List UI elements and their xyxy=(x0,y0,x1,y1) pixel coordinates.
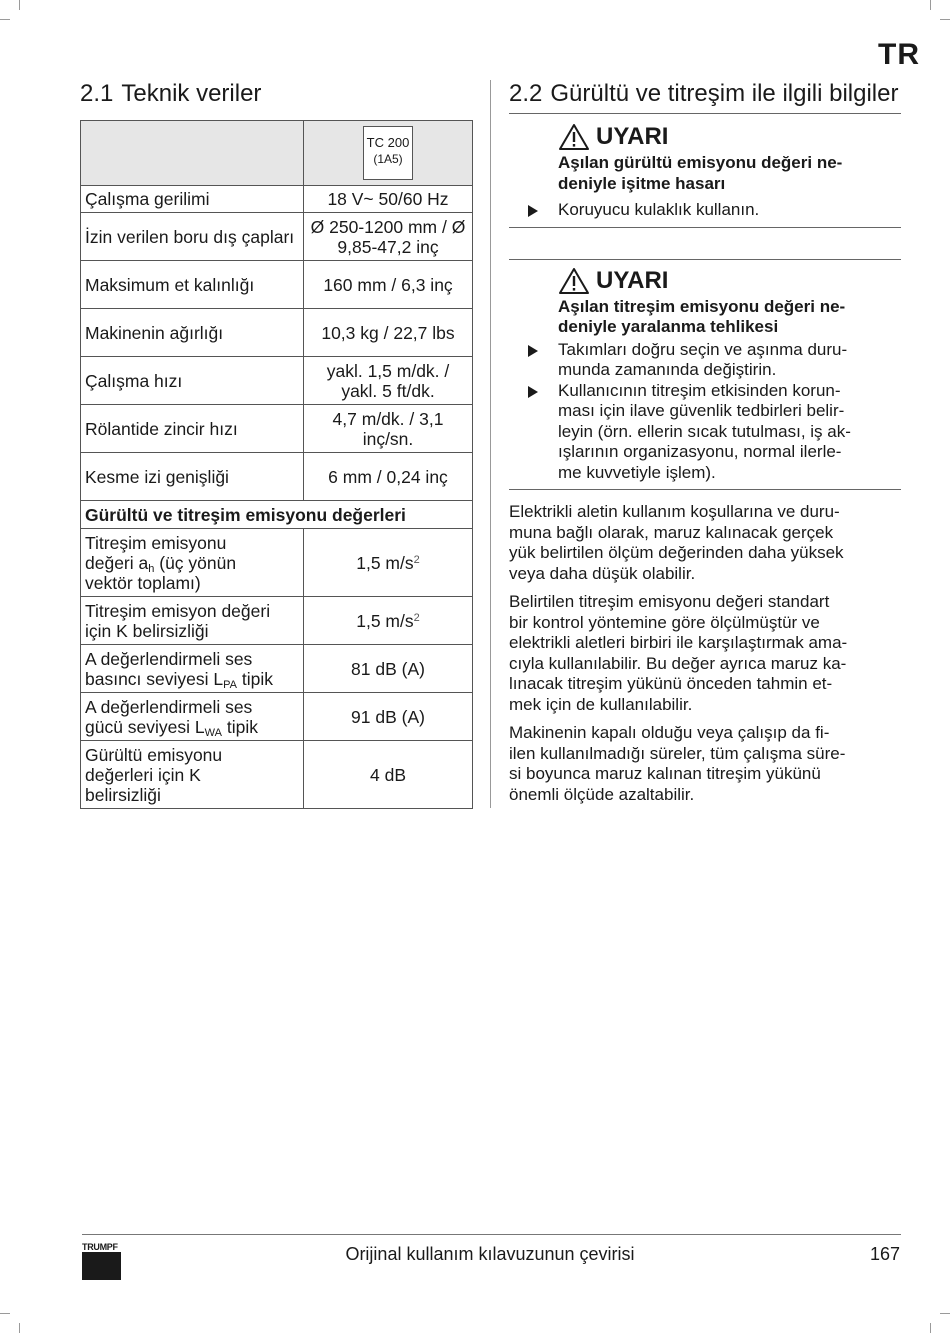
row-value: 10,3 kg / 22,7 lbs xyxy=(304,309,473,357)
row-label: Çalışma gerilimi xyxy=(81,186,304,213)
subtitle-line: deniyle yaralanma tehlikesi xyxy=(558,317,779,336)
technical-data-table xyxy=(80,120,473,809)
row-value xyxy=(304,597,473,645)
crop-mark xyxy=(930,0,931,10)
table-row xyxy=(81,645,473,693)
paragraph-line: cıyla kullanılabilir. Bu değer ayrıca maruz ka- xyxy=(509,653,847,673)
label-line: vektör toplamı) xyxy=(85,572,201,593)
row-value xyxy=(304,529,473,597)
subtitle-line: Aşılan gürültü emisyonu değeri ne- xyxy=(558,153,843,172)
row-label xyxy=(81,645,304,693)
row-label: Rölantide zincir hızı xyxy=(81,405,304,453)
footer-divider xyxy=(82,1234,901,1235)
label-line: A değerlendirmeli ses xyxy=(85,648,253,669)
row-label: Makinenin ağırlığı xyxy=(81,309,304,357)
paragraph-line: veya daha düşük olabilir. xyxy=(509,563,696,583)
paragraph-line: Elektrikli aletin kullanım koşullarına ve duru- xyxy=(509,502,840,521)
column-divider xyxy=(490,80,491,808)
noise-section-heading: Gürültü ve titreşim emisyonu değerleri xyxy=(81,501,473,529)
paragraph-line: önemli ölçüde azaltabilir. xyxy=(509,784,695,804)
warning-subtitle xyxy=(558,153,901,194)
crop-mark xyxy=(940,19,950,20)
crop-mark xyxy=(0,1313,10,1314)
value-text: 1,5 m/s xyxy=(356,610,414,631)
crop-mark xyxy=(0,19,10,20)
list-item xyxy=(509,340,901,381)
table-header-blank xyxy=(81,121,304,186)
noise-vibration-section xyxy=(509,80,901,805)
section-title: Teknik veriler xyxy=(121,80,262,107)
row-value: Ø 250-1200 mm / Ø 9,85-47,2 inç xyxy=(304,213,473,261)
arrow-bullet-icon xyxy=(528,205,538,217)
list-item-text: Koruyucu kulaklık kullanın. xyxy=(558,200,760,219)
row-label xyxy=(81,693,304,741)
paragraph-line: muna bağlı olarak, maruz kalınacak gerçek xyxy=(509,522,834,542)
warning-label: UYARI xyxy=(596,123,669,150)
warning-triangle-icon xyxy=(558,267,590,295)
paragraph xyxy=(509,723,901,805)
table-row xyxy=(81,741,473,809)
label-line: değerleri için K xyxy=(85,764,201,785)
paragraph-line: elektrikli aletleri birbiri ile karşılaştırmak ama- xyxy=(509,633,848,652)
table-row xyxy=(81,309,473,357)
table-row xyxy=(81,357,473,405)
table-header-row xyxy=(81,121,473,186)
list-item xyxy=(509,381,901,484)
model-box xyxy=(363,126,413,180)
warning-actions xyxy=(509,340,901,484)
model-name: TC 200 xyxy=(366,135,410,150)
row-value: 4,7 m/dk. / 3,1 inç/sn. xyxy=(304,405,473,453)
superscript: 2 xyxy=(413,611,420,624)
table-row xyxy=(81,405,473,453)
table-row xyxy=(81,597,473,645)
list-item-text: Kullanıcının titreşim etkisinden korun- xyxy=(558,380,841,400)
model-header-cell xyxy=(304,121,473,186)
label-line: basıncı seviyesi L xyxy=(85,668,224,689)
row-value: 6 mm / 0,24 inç xyxy=(304,453,473,501)
warning-label: UYARI xyxy=(596,266,669,294)
language-tag: TR xyxy=(878,38,920,71)
logo-block xyxy=(82,1252,121,1280)
label-line: Titreşim emisyon değeri xyxy=(85,600,271,621)
paragraph-line: yük belirtilen ölçüm değerinden daha yüksek xyxy=(509,543,844,562)
list-item-text: leyin (örn. ellerin sıcak tutulması, iş ak- xyxy=(558,421,851,441)
section-number: 2.1 xyxy=(80,80,114,107)
section-heading xyxy=(80,80,472,108)
crop-mark xyxy=(19,1323,20,1333)
row-label: İzin verilen boru dış çapları xyxy=(81,213,304,261)
label-line: için K belirsizliği xyxy=(85,620,209,641)
row-label: Maksimum et kalınlığı xyxy=(81,261,304,309)
divider xyxy=(509,113,901,114)
paragraph-line: Makinenin kapalı olduğu veya çalışıp da fi- xyxy=(509,723,830,742)
label-line: belirsizliği xyxy=(85,784,161,805)
row-value: 160 mm / 6,3 inç xyxy=(304,261,473,309)
paragraph-line: si boyunca maruz kalınan titreşim yükünü xyxy=(509,764,821,783)
subtitle-line: deniyle işitme hasarı xyxy=(558,173,726,193)
warning-box-noise xyxy=(509,123,901,194)
table-row xyxy=(81,213,473,261)
list-item xyxy=(509,200,901,221)
label-line: değeri a xyxy=(85,552,149,573)
arrow-bullet-icon xyxy=(528,345,538,357)
subscript: h xyxy=(148,562,155,575)
label-line: gücü seviyesi L xyxy=(85,716,205,737)
page-number: 167 xyxy=(869,1244,900,1264)
row-label xyxy=(81,529,304,597)
label-line: Gürültü emisyonu xyxy=(85,744,223,765)
list-item-text: ışlarının organizasyonu, normal ilerle- xyxy=(558,442,842,461)
row-value: 18 V~ 50/60 Hz xyxy=(304,186,473,213)
footer-title: Orijinal kullanım kılavuzunun çevirisi xyxy=(345,1244,635,1264)
paragraph-line: lınacak titreşim yükünü önceden tahmin et- xyxy=(509,674,833,693)
list-item-text: Takımları doğru seçin ve aşınma duru- xyxy=(558,339,848,359)
row-value: yakl. 1,5 m/dk. / yakl. 5 ft/dk. xyxy=(304,357,473,405)
subscript: PA xyxy=(223,678,237,691)
table-row xyxy=(81,261,473,309)
warning-actions xyxy=(509,200,901,221)
row-label xyxy=(81,741,304,809)
crop-mark xyxy=(940,1313,950,1314)
row-label: Çalışma hızı xyxy=(81,357,304,405)
section-number: 2.2 xyxy=(509,80,543,107)
row-value: 81 dB (A) xyxy=(304,645,473,693)
crop-mark xyxy=(930,1323,931,1333)
label-line: Titreşim emisyonu xyxy=(85,532,227,553)
arrow-bullet-icon xyxy=(528,386,538,398)
superscript: 2 xyxy=(413,553,420,566)
warning-title xyxy=(558,123,901,151)
table-row xyxy=(81,186,473,213)
section-heading xyxy=(509,80,901,113)
label-line: (üç yönün xyxy=(154,552,237,573)
divider xyxy=(509,489,901,490)
row-value: 4 dB xyxy=(304,741,473,809)
row-value: 91 dB (A) xyxy=(304,693,473,741)
section-title: Gürültü ve titreşim ile ilgili bilgiler xyxy=(550,80,899,107)
paragraph-line: mek için de kullanılabilir. xyxy=(509,694,693,714)
divider xyxy=(509,227,901,228)
paragraph xyxy=(509,592,901,715)
subtitle-line: Aşılan titreşim emisyonu değeri ne- xyxy=(558,296,846,316)
subscript: WA xyxy=(204,726,222,739)
paragraph-line: Belirtilen titreşim emisyonu değeri standart xyxy=(509,592,830,611)
list-item-text: me kuvvetiyle işlem). xyxy=(558,462,716,482)
label-line: tipik xyxy=(236,668,273,689)
technical-data-section xyxy=(80,80,472,809)
row-label xyxy=(81,597,304,645)
list-item-text: munda zamanında değiştirin. xyxy=(558,360,777,379)
table-section-row xyxy=(81,501,473,529)
warning-subtitle xyxy=(558,297,901,338)
warning-triangle-icon xyxy=(558,123,590,151)
divider xyxy=(509,259,901,260)
crop-mark xyxy=(19,0,20,10)
table-row xyxy=(81,453,473,501)
warning-title xyxy=(558,267,901,295)
trumpf-logo xyxy=(82,1242,121,1280)
table-row xyxy=(81,529,473,597)
model-code: (1A5) xyxy=(373,152,403,166)
row-label: Kesme izi genişliği xyxy=(81,453,304,501)
label-line: A değerlendirmeli ses xyxy=(85,696,253,717)
value-text: 1,5 m/s xyxy=(356,552,414,573)
logo-text: TRUMPF xyxy=(82,1242,118,1252)
warning-box-vibration xyxy=(509,267,901,338)
paragraph-line: bir kontrol yöntemine göre ölçülmüştür ve xyxy=(509,612,820,632)
table-row xyxy=(81,693,473,741)
paragraph-line: ilen kullanılmadığı süreler, tüm çalışma süre- xyxy=(509,743,846,763)
paragraph xyxy=(509,502,901,584)
label-line: tipik xyxy=(221,716,258,737)
list-item-text: ması için ilave güvenlik tedbirleri belir- xyxy=(558,401,845,420)
